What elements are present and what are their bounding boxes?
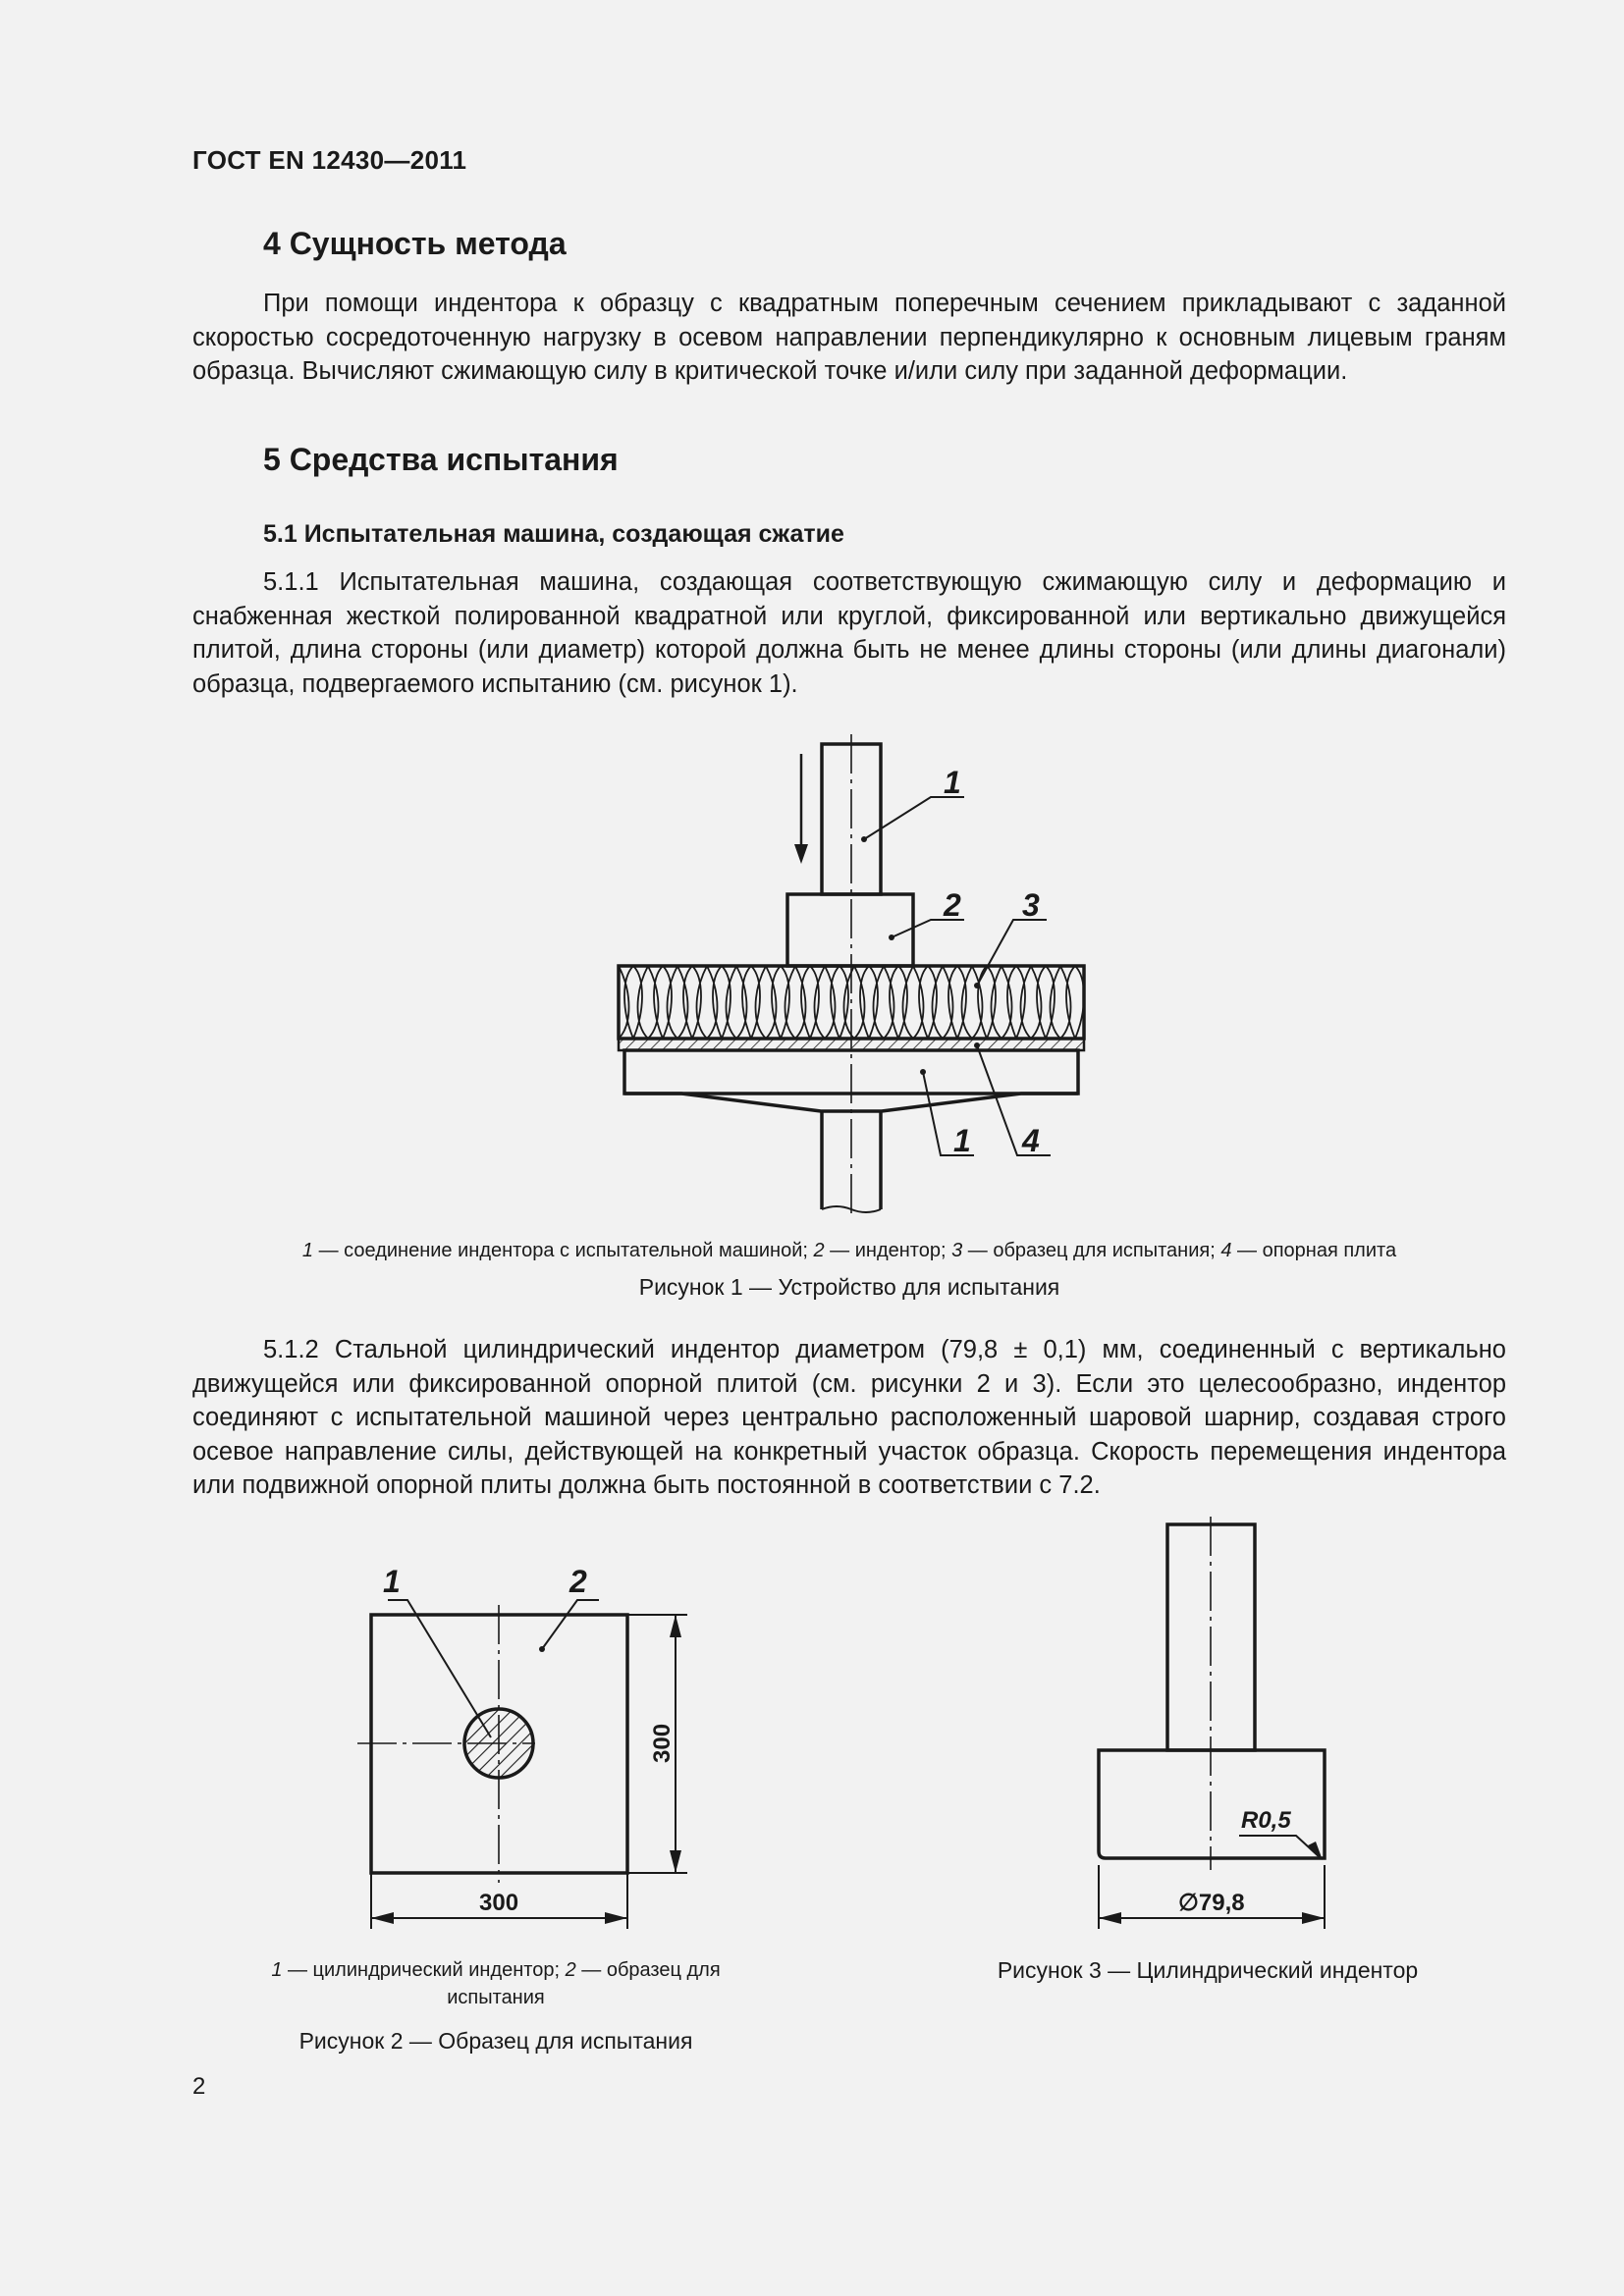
specimen-square: [371, 1615, 627, 1873]
cylindrical-indentor-section: [464, 1709, 533, 1778]
figure-1-label-4: 4: [1022, 1123, 1040, 1158]
section-4-text: При помощи индентора к образцу с квадратным поперечным сечением прикладывают с заданной скоростью сосредоточенную нагрузку в осевом направлении перпендикулярно к основным лицевым граням образца. Вычисляют сжимающую силу в критической точке и/или силу при заданной деформации.: [192, 290, 1506, 385]
document-header: ГОСТ EN 12430—2011: [192, 145, 467, 175]
figure-2-dim-horizontal: 300: [479, 1890, 519, 1916]
support-plate: [624, 1050, 1078, 1111]
paragraph-5-1-1: 5.1.1 Испытательная машина, создающая соответствующую сжимающую силу и деформацию и снабженная жесткой полированной квадратной или круглой, фиксированной или вертикально движущейся плитой, длина стороны (или диаметр) которой должна быть не менее длины стороны (или длины диагонали) образца, подвергаемого испытанию (см. рисунок 1).: [192, 568, 1506, 698]
figure-2-label-1: 1: [383, 1564, 401, 1599]
figure-3-diameter-label: ∅79,8: [1178, 1890, 1245, 1916]
figure-2-label-2: 2: [569, 1564, 587, 1599]
figure-2-caption: Рисунок 2 — Образец для испытания: [298, 2028, 693, 2054]
support-plate-hatched: [619, 1039, 1084, 1050]
figure-1-label-1-top: 1: [944, 765, 961, 800]
indentor-shaft: [1167, 1524, 1255, 1750]
figure-1-label-2: 2: [944, 887, 961, 923]
insulation-pattern: [609, 966, 1085, 1039]
figure-1-label-3: 3: [1022, 887, 1040, 923]
indentor: [787, 894, 913, 966]
figure-1-label-1-bottom: 1: [953, 1123, 971, 1158]
subsection-5-1-title: 5.1 Испытательная машина, создающая сжатие: [263, 520, 844, 548]
indentor-connection-rod-top: [822, 744, 881, 894]
figure-2-dim-vertical: 300: [649, 1723, 676, 1763]
figure-3-radius-label: R0,5: [1241, 1807, 1291, 1834]
figure-1-legend: 1 — соединение индентора с испытательной машиной; 2 — индентор; 3 — образец для испытания; 4 — опорная плита: [301, 1240, 1397, 1261]
indentor-connection-rod-bottom: [822, 1111, 881, 1212]
figure-3-caption: Рисунок 3 — Цилиндрический индентор: [997, 1957, 1419, 1983]
paragraph-5-1-2: 5.1.2 Стальной цилиндрический индентор диаметром (79,8 ± 0,1) мм, соединенный с вертикально движущейся или фиксированной опорной плитой (см. рисунки 2 и 3). Если это целесообразно, индентор соединяют с испытательной машиной через центрально расположенный шаровой шарнир, создавая строго осевое направление силы, действующей на конкретный участок образца. Скорость перемещения индентора или подвижной опорной плиты должна быть постоянной в соответствии с 7.2.: [192, 1336, 1506, 1499]
figure-2-legend: 1 — цилиндрический индентор; 2 — образец для испытания: [271, 1959, 721, 2008]
section-4-title: 4 Сущность метода: [263, 226, 567, 261]
section-5-title: 5 Средства испытания: [263, 442, 619, 477]
indentor-head: [1099, 1750, 1325, 1858]
force-arrow-icon: [794, 754, 808, 864]
figure-1-caption: Рисунок 1 — Устройство для испытания: [638, 1274, 1060, 1300]
page-number: 2: [192, 2073, 206, 2100]
test-specimen: [609, 966, 1085, 1039]
